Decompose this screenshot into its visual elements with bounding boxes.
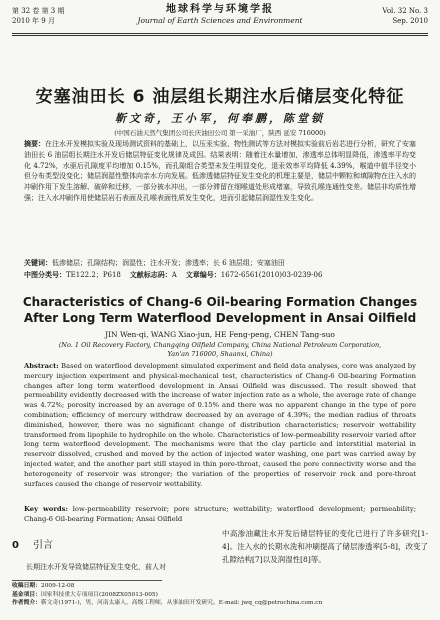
bio-label: 作者简介： [12,600,41,607]
keywords-en-label: Key words: [24,505,69,513]
title-en-line1: Characteristics of Chang-6 Oil-bearing Formation Changes [22,295,418,309]
abstract-cn [24,139,416,204]
intro-text-left: 长期注水开发导致储层特征发生变化，前人对 [26,563,166,571]
fund-value: 国家科技重大专项项目(2008ZX05013-005) [41,591,158,598]
fund-label: 基金项目： [12,591,41,598]
classification-line [24,270,416,281]
keywords-cn-label: 关键词： [24,258,52,267]
intro-text-right: 中高渗油藏注水开发后储层特征的变化已进行了许多研究[1-4]。注入水的长期水洗和冲刷提高了储层渗透率[5-8]，改变了孔隙结构[7]以及润湿性[8]等。 [222,529,428,564]
affiliation-en-line1: (No. 1 Oil Recovery Factory, Changqing Oilfield Company, China National Petroleum Corporation, [58,341,382,349]
article-no-label: 文章编号： [185,270,221,279]
article-title-cn: 安塞油田长 6 油层组长期注水后储层变化特征 [35,87,405,107]
date-en: Sep. 2010 [392,17,428,25]
received-label: 收稿日期： [12,583,41,589]
doc-code-label: 文献标志码： [129,270,172,279]
footnotes [12,582,428,608]
abstract-en-text: Based on waterflood development simulated experiment and field data analyses, core was analyzed by mercury injection experiment and physical-mechanical test, characteristics of Chang-6 Oil-bearing Formation changes after long term waterflood development in Ansai Oilfield was discussed. The result showed that permeability evidently decreased with the increase of water injection rate as a whole, the average rate of change was 4.72%; porosity increased by an average of 0.15% and there was no apparent change in the type of pore combination; efficiency of mercury withdraw decreased by an average of 4.39%; the median radius of throats diminished, however, there was no significant change of distribution characteristics; reservoir wettability transformed from lipophile to hydrophile on the whole. Characteristics of low-permeability reservoir varied after long term waterflood development. The mechanisms were that the clay particle and interstitial material in reservoir dissolved, crushed and moved by the action of injected water washing, one part was carried away by injected water, and the another part still stayed in thin pore-throat, caused the pore connectivity worse and the heterogeneity of reservoir was stronger; the variation of the properties of reservoir rock and pore-throat surfaces caused the change of reservoir wettability. [24,362,416,488]
keywords-en-text: low-permeability reservoir; pore structure; wettability; waterflood development; permeability; Chang-6 Oil-bearing Formation; Ansai Oilfield [24,505,417,523]
article-title-en [0,294,440,326]
received-value: 2009-12-08 [41,583,75,589]
header-right [382,6,428,26]
journal-name-cn: 地球科学与环境学报 [166,4,274,15]
abstract-en [24,362,416,489]
header-center [12,4,428,26]
fund-note [12,591,428,600]
introduction-section [12,540,212,573]
footnote-rule [12,580,162,581]
keywords-cn-text: 低渗储层；孔隙结构；润湿性；注水开发；渗透率；长 6 油层组；安塞油田 [52,259,285,267]
title-en-line2: After Long Term Waterflood Development in Ansai Oilfield [23,311,417,325]
article-no-value: 1672-6561(2010)03-0239-06 [220,271,323,279]
abstract-en-label: Abstract: [24,362,59,370]
doc-code-value: A [171,271,177,279]
section-number: 0 [12,540,19,551]
running-header [12,4,428,32]
date-cn: 2010 年 9 月 [12,17,55,25]
clc-label: 中图分类号： [24,270,66,279]
volume-en: Vol. 32 No. 3 [382,7,428,15]
section-heading [12,540,212,552]
keywords-en [24,505,416,525]
affiliation-en [0,341,440,359]
bio-value: 靳文奇(1971-)，男，河南太康人，高级工程师，从事油田开发研究。E-mail: jwq_cq@petrochina.com.cn [41,600,323,607]
volume-cn: 第 32 卷 第 3 期 [12,7,65,15]
affiliation-cn: (中国石油天然气集团公司长庆油田公司 第一采油厂，陕西 延安 716000) [114,129,326,137]
authors-en: JIN Wen-qi, WANG Xiao-jun, HE Feng-peng, CHEN Tang-suo [105,330,335,339]
abstract-cn-text: 在注水开发模拟实验及现场测试资料的基础上，以压汞实验、物性测试等方法对模拟实验前后岩芯进行分析，研究了安塞油田长 6 油层组长期注水开发后储层特征变化规律及成因。结果表明：随着注水量增加，渗透率总体明显降低，渗透率平均变化 4.72%，水驱后孔隙度平均增加 0.15%，而孔隙组合类型未发生明显变化，退汞效率平均降低 4.39%，喉道中值半径变小但分布类型没变化；储层润湿性整体向亲水方向发展。低渗透储层特征发生变化的机理主要是，储层中颗粒和填隙物在注入水的冲刷作用下发生溶解、破碎和迁移，一部分被水冲出，一部分滞留在细喉道处形成堵塞，导致孔喉连通性变差。储层非均质性增强；注入水冲刷作用使储层岩石表面及孔喉表面性质发生变化，进而引起储层润湿性发生变化。 [24,140,416,202]
header-rule-double [12,35,428,36]
keywords-cn [24,258,416,269]
authors-cn: 靳文奇，王小军，何奉鹏，陈堂锁 [115,112,325,125]
header-rule [12,33,428,34]
section-title: 引言 [32,540,53,551]
affiliation-en-line2: Yan'an 716000, Shaanxi, China) [167,350,273,358]
clc-value: TE122.2；P618 [66,271,121,279]
author-bio [12,599,428,608]
received-date [12,582,428,591]
abstract-cn-label: 摘要： [24,139,45,148]
journal-name-en: Journal of Earth Sciences and Environment [137,16,303,25]
